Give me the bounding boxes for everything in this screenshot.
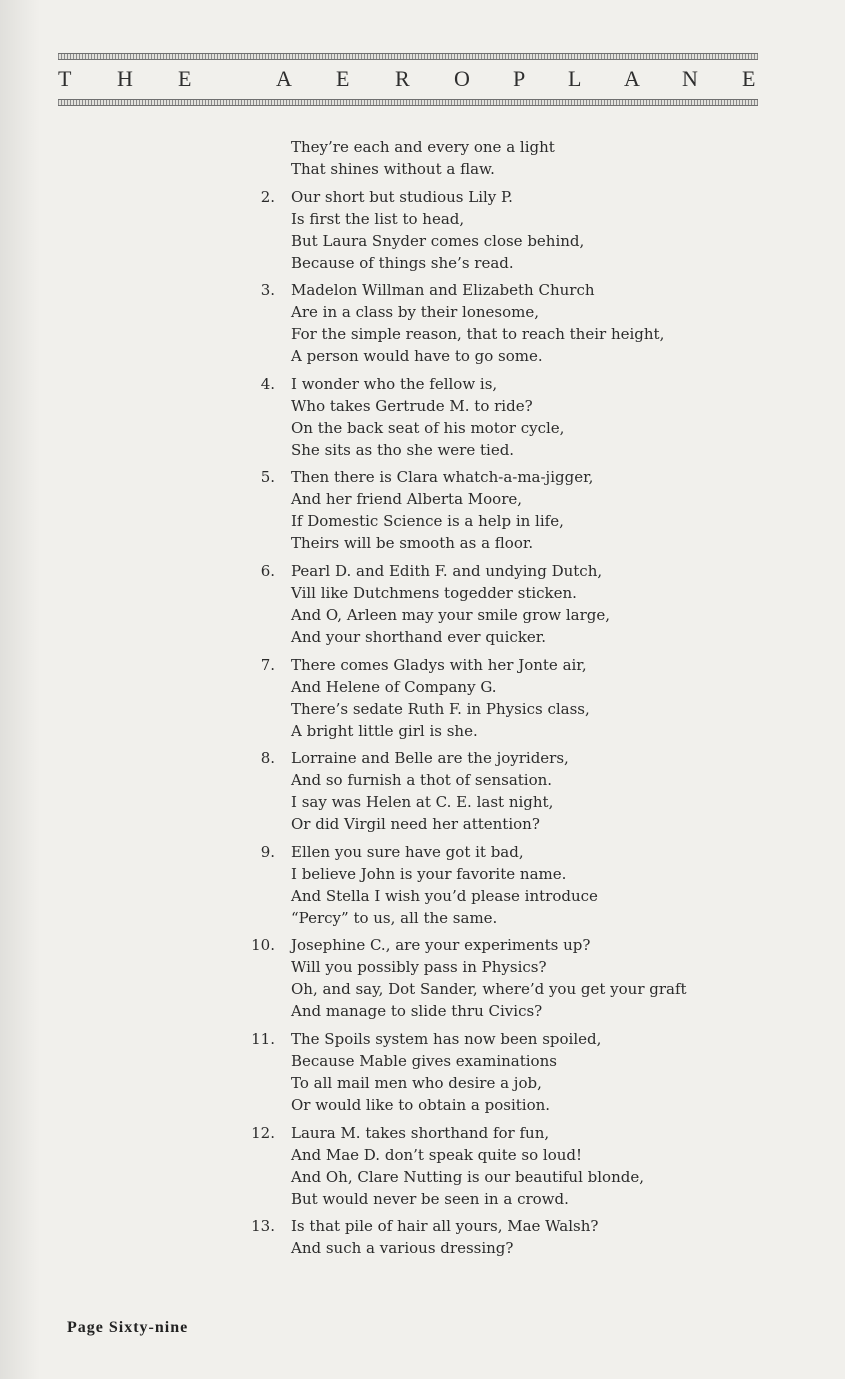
stanza — [245, 1122, 825, 1210]
page-number: Page Sixty-nine — [67, 1319, 189, 1336]
verse-line: And O, Arleen may your smile grow large, — [291, 605, 611, 624]
verse-line: Or did Virgil need her attention? — [291, 815, 540, 834]
stanza-number: 4. — [260, 374, 275, 393]
stanza — [245, 654, 825, 742]
verse-line: To all mail men who desire a job, — [291, 1073, 542, 1092]
verse-line: “Percy” to us, all the same. — [291, 908, 498, 927]
verse-line: Oh, and say, Dot Sander, where’d you get your graft — [291, 980, 687, 999]
stanza — [245, 1215, 825, 1259]
verse-line: Are in a class by their lonesome, — [291, 303, 539, 322]
stanza-number: 10. — [251, 936, 275, 955]
stanza — [245, 136, 825, 180]
verse-line: Laura M. takes shorthand for fun, — [291, 1123, 550, 1142]
verse-line: Madelon Willman and Elizabeth Church — [291, 281, 595, 300]
verse-line: The Spoils system has now been spoiled, — [291, 1029, 602, 1048]
verse-line: And Oh, Clare Nutting is our beautiful blonde, — [291, 1167, 644, 1186]
verse-line: And her friend Alberta Moore, — [291, 490, 523, 509]
stanza — [245, 186, 825, 274]
verse-line: Our short but studious Lily P. — [291, 187, 513, 206]
verse-line: Ellen you sure have got it bad, — [291, 842, 524, 861]
stanza-number: 3. — [260, 281, 275, 300]
stanza-number: 12. — [251, 1123, 275, 1142]
stanza — [245, 934, 825, 1022]
stanza — [245, 560, 825, 648]
title-letter: E — [178, 66, 192, 91]
verse-line: And Helene of Company G. — [291, 677, 497, 696]
stanza-number: 13. — [251, 1217, 275, 1236]
verse-line: I say was Helen at C. E. last night, — [291, 793, 554, 812]
verse-line: If Domestic Science is a help in life, — [291, 512, 564, 531]
stanza-number: 2. — [260, 187, 275, 206]
title-letter: N — [682, 66, 698, 91]
verse-line: Pearl D. and Edith F. and undying Dutch, — [291, 561, 603, 580]
verse-line: And so furnish a thot of sensation. — [291, 771, 553, 790]
verse-line: She sits as tho she were tied. — [291, 440, 515, 459]
verse-line: But would never be seen in a crowd. — [291, 1189, 569, 1208]
title-letter: A — [276, 66, 292, 91]
stanza — [245, 747, 825, 835]
header-rule-top — [58, 53, 758, 60]
stanza — [245, 466, 825, 554]
verse-line: Then there is Clara whatch-a-ma-jigger, — [291, 468, 594, 487]
title-letter: T — [58, 66, 72, 91]
title-letter: R — [395, 66, 410, 91]
verse-line: Lorraine and Belle are the joyriders, — [291, 749, 569, 768]
verse-line: Josephine C., are your experiments up? — [291, 936, 591, 955]
verse-line: And such a various dressing? — [291, 1239, 514, 1258]
verse-line: Vill like Dutchmens togedder sticken. — [291, 583, 577, 602]
verse-line: A bright little girl is she. — [291, 721, 478, 740]
verse-line: And your shorthand ever quicker. — [291, 627, 547, 646]
verse-line: I wonder who the fellow is, — [291, 374, 498, 393]
verse-line: For the simple reason, that to reach their height, — [291, 325, 665, 344]
verse-line: And manage to slide thru Civics? — [291, 1002, 543, 1021]
stanza — [245, 1028, 825, 1116]
verse-line: There’s sedate Ruth F. in Physics class, — [291, 699, 590, 718]
verse-line: But Laura Snyder comes close behind, — [291, 231, 585, 250]
title-letter: P — [513, 66, 526, 91]
verse-line: They’re each and every one a light — [291, 138, 555, 156]
stanza-number: 9. — [260, 842, 275, 861]
verse-line: On the back seat of his motor cycle, — [291, 418, 565, 437]
verse-line: Is that pile of hair all yours, Mae Walsh? — [291, 1217, 599, 1236]
stanza — [245, 841, 825, 929]
verse-line: Who takes Gertrude M. to ride? — [291, 396, 533, 415]
stanza-number: 7. — [260, 655, 275, 674]
verse-line: There comes Gladys with her Jonte air, — [291, 655, 587, 674]
title-letter: A — [624, 66, 640, 91]
page-edge-shadow — [0, 0, 40, 1379]
verse-line: Because of things she’s read. — [291, 253, 514, 272]
stanza-number: 6. — [260, 561, 275, 580]
stanza-number: 11. — [251, 1029, 275, 1048]
stanza-number: 8. — [260, 749, 275, 768]
title-letter: L — [568, 66, 582, 91]
header-rule-bottom — [58, 99, 758, 106]
title-letter: E — [742, 66, 756, 91]
verse-line: I believe John is your favorite name. — [291, 864, 567, 883]
verse-line: Or would like to obtain a position. — [291, 1095, 551, 1114]
title-letter: O — [454, 66, 470, 91]
stanza-number: 5. — [260, 468, 275, 487]
stanza — [245, 279, 825, 367]
verse-line: That shines without a flaw. — [291, 160, 495, 178]
verse-line: Is first the list to head, — [291, 209, 465, 228]
stanza — [245, 373, 825, 461]
verse-line: Theirs will be smooth as a floor. — [291, 534, 534, 553]
title-letter: E — [336, 66, 350, 91]
title-letter: H — [117, 66, 133, 91]
verse-line: And Stella I wish you’d please introduce — [291, 886, 598, 905]
verse-line: A person would have to go some. — [291, 347, 543, 366]
verse-line: And Mae D. don’t speak quite so loud! — [291, 1145, 583, 1164]
verse-line: Because Mable gives examinations — [291, 1051, 557, 1070]
poem-body — [245, 136, 825, 1265]
verse-line: Will you possibly pass in Physics? — [291, 958, 547, 977]
running-title — [58, 66, 758, 96]
